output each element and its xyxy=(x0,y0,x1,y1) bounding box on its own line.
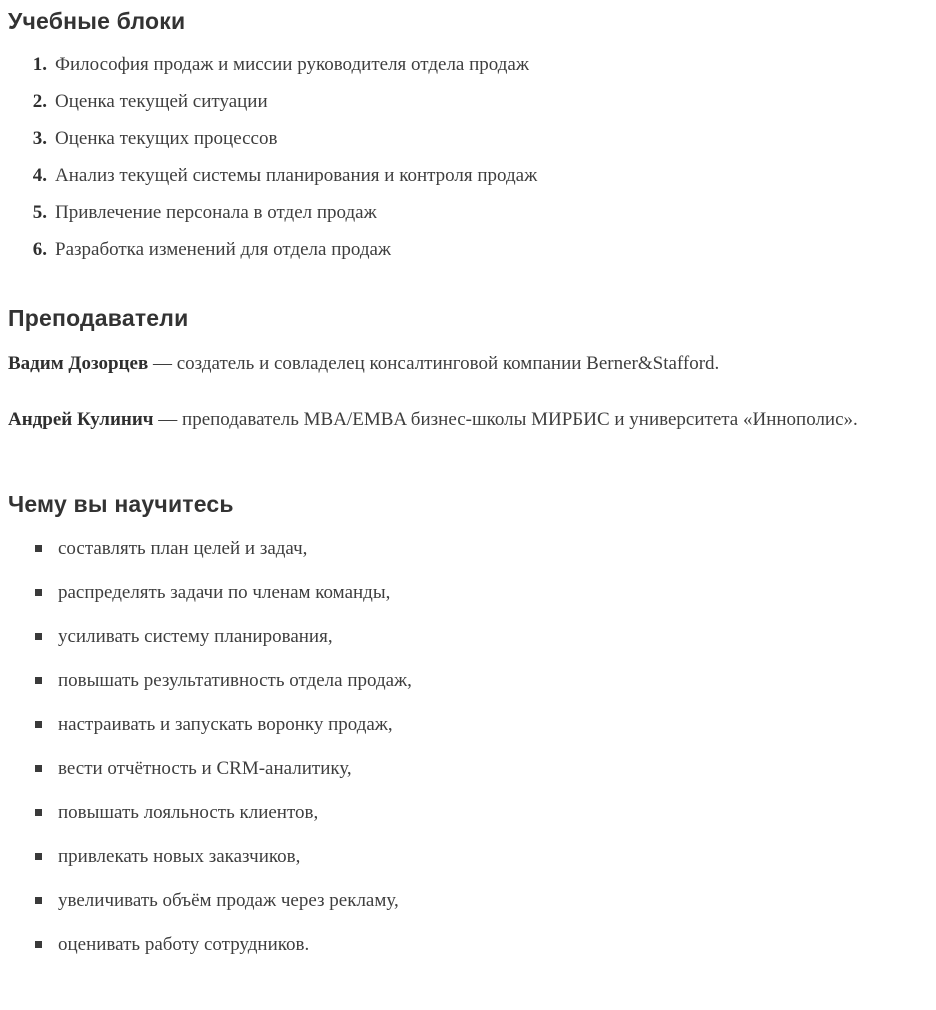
list-number: 3. xyxy=(32,128,47,149)
skill-item: привлекать новых заказчиков, xyxy=(8,845,926,869)
learning-block-item xyxy=(8,54,926,76)
teacher-description: — создатель и совладелец консалтинговой компании Berner&Stafford. xyxy=(148,353,720,374)
learning-block-item xyxy=(8,128,926,150)
learning-block-item xyxy=(8,91,926,113)
skills-heading: Чему вы научитесь xyxy=(8,491,234,517)
list-item-text: Разработка изменений для отдела продаж xyxy=(55,239,392,260)
skill-item: повышать результативность отдела продаж, xyxy=(8,669,926,693)
teacher-description: — преподаватель MBA/EMBA бизнес-школы МИРБИС и университета «Иннополис». xyxy=(153,409,858,430)
list-number: 2. xyxy=(32,91,47,112)
teacher-paragraph xyxy=(8,349,926,379)
list-number: 4. xyxy=(32,165,47,186)
skill-item: вести отчётность и CRM-аналитику, xyxy=(8,757,926,781)
list-item-text: Привлечение персонала в отдел продаж xyxy=(55,202,377,223)
skills-list xyxy=(8,537,926,957)
list-number: 5. xyxy=(32,202,47,223)
teacher-paragraph xyxy=(8,405,926,435)
skill-item: оценивать работу сотрудников. xyxy=(8,933,926,957)
skill-item: увеличивать объём продаж через рекламу, xyxy=(8,889,926,913)
list-item-text: Философия продаж и миссии руководителя отдела продаж xyxy=(55,54,529,75)
learning-blocks-list xyxy=(8,54,926,261)
list-item-text: Анализ текущей системы планирования и контроля продаж xyxy=(55,165,538,186)
skill-item: настраивать и запускать воронку продаж, xyxy=(8,713,926,737)
list-number: 1. xyxy=(32,54,47,75)
skill-item: составлять план целей и задач, xyxy=(8,537,926,561)
teachers-heading: Преподаватели xyxy=(8,305,189,331)
list-number: 6. xyxy=(32,239,47,260)
list-item-text: Оценка текущей ситуации xyxy=(55,91,268,112)
skill-item: распределять задачи по членам команды, xyxy=(8,581,926,605)
learning-block-item xyxy=(8,165,926,187)
teacher-name: Вадим Дозорцев xyxy=(8,353,149,374)
skill-item: повышать лояльность клиентов, xyxy=(8,801,926,825)
learning-block-item xyxy=(8,202,926,224)
skill-item: усиливать систему планирования, xyxy=(8,625,926,649)
learning-block-item xyxy=(8,239,926,261)
teacher-name: Андрей Кулинич xyxy=(8,409,154,430)
learning-blocks-heading: Учебные блоки xyxy=(8,8,186,34)
list-item-text: Оценка текущих процессов xyxy=(55,128,278,149)
